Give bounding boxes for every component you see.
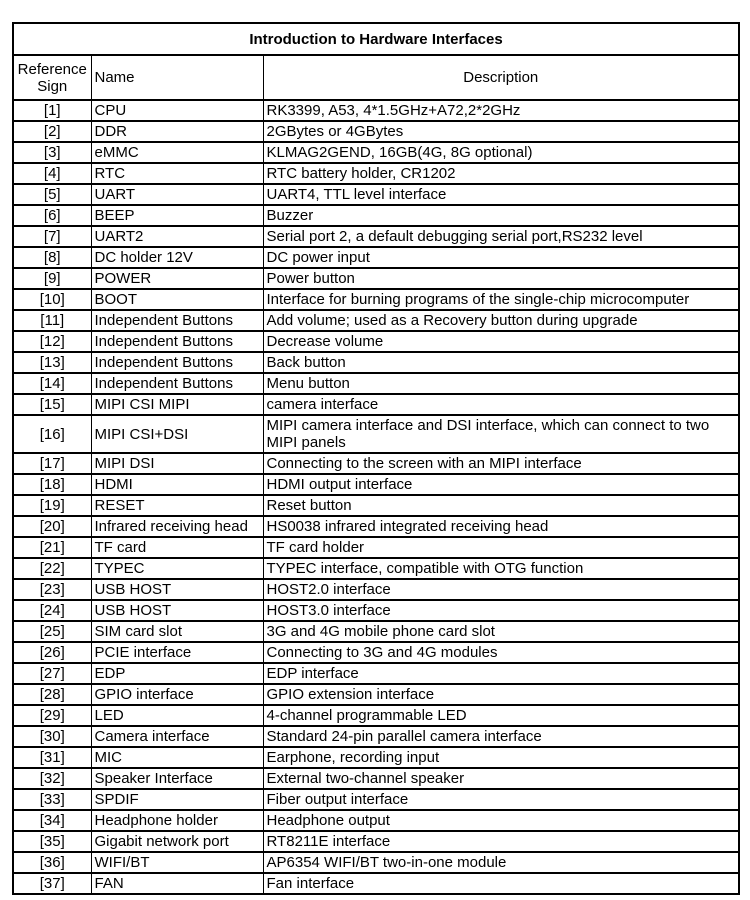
description-cell: HS0038 infrared integrated receiving head xyxy=(263,516,739,537)
description-cell: 4-channel programmable LED xyxy=(263,705,739,726)
reference-sign-cell: [10] xyxy=(13,289,91,310)
reference-sign-cell: [15] xyxy=(13,394,91,415)
description-cell: Buzzer xyxy=(263,205,739,226)
reference-sign-cell: [18] xyxy=(13,474,91,495)
description-cell: TYPEC interface, compatible with OTG function xyxy=(263,558,739,579)
table-row xyxy=(13,558,739,579)
name-cell: Infrared receiving head xyxy=(91,516,263,537)
table-row xyxy=(13,789,739,810)
name-cell: Independent Buttons xyxy=(91,331,263,352)
table-row xyxy=(13,810,739,831)
description-cell: EDP interface xyxy=(263,663,739,684)
reference-sign-cell: [13] xyxy=(13,352,91,373)
description-cell: Headphone output xyxy=(263,810,739,831)
description-cell: Add volume; used as a Recovery button during upgrade xyxy=(263,310,739,331)
description-cell: RTC battery holder, CR1202 xyxy=(263,163,739,184)
table-row xyxy=(13,184,739,205)
reference-sign-cell: [25] xyxy=(13,621,91,642)
table-row xyxy=(13,163,739,184)
reference-sign-cell: [30] xyxy=(13,726,91,747)
description-cell: Connecting to 3G and 4G modules xyxy=(263,642,739,663)
table-row xyxy=(13,726,739,747)
table-row xyxy=(13,495,739,516)
description-cell: HDMI output interface xyxy=(263,474,739,495)
column-header-reference-sign: Reference Sign xyxy=(13,55,91,100)
reference-sign-cell: [7] xyxy=(13,226,91,247)
table-row xyxy=(13,100,739,121)
table-row xyxy=(13,579,739,600)
table-row xyxy=(13,310,739,331)
name-cell: LED xyxy=(91,705,263,726)
reference-sign-cell: [3] xyxy=(13,142,91,163)
name-cell: GPIO interface xyxy=(91,684,263,705)
name-cell: UART xyxy=(91,184,263,205)
name-cell: CPU xyxy=(91,100,263,121)
description-cell: Standard 24-pin parallel camera interface xyxy=(263,726,739,747)
description-cell: Serial port 2, a default debugging serial port,RS232 level xyxy=(263,226,739,247)
table-row xyxy=(13,537,739,558)
description-cell: Connecting to the screen with an MIPI interface xyxy=(263,453,739,474)
table-row xyxy=(13,642,739,663)
table-row xyxy=(13,352,739,373)
name-cell: Independent Buttons xyxy=(91,373,263,394)
table-row xyxy=(13,373,739,394)
table-row xyxy=(13,268,739,289)
name-cell: Independent Buttons xyxy=(91,310,263,331)
description-cell: RT8211E interface xyxy=(263,831,739,852)
description-cell: Power button xyxy=(263,268,739,289)
name-cell: WIFI/BT xyxy=(91,852,263,873)
name-cell: eMMC xyxy=(91,142,263,163)
reference-sign-cell: [29] xyxy=(13,705,91,726)
description-cell: Fan interface xyxy=(263,873,739,894)
name-cell: TYPEC xyxy=(91,558,263,579)
description-cell: External two-channel speaker xyxy=(263,768,739,789)
reference-sign-cell: [31] xyxy=(13,747,91,768)
reference-sign-cell: [33] xyxy=(13,789,91,810)
table-row xyxy=(13,474,739,495)
description-cell: GPIO extension interface xyxy=(263,684,739,705)
reference-sign-cell: [26] xyxy=(13,642,91,663)
table-header-row xyxy=(13,55,739,100)
name-cell: USB HOST xyxy=(91,600,263,621)
reference-sign-cell: [16] xyxy=(13,415,91,453)
description-cell: TF card holder xyxy=(263,537,739,558)
reference-sign-cell: [28] xyxy=(13,684,91,705)
table-row xyxy=(13,394,739,415)
name-cell: Independent Buttons xyxy=(91,352,263,373)
reference-sign-cell: [19] xyxy=(13,495,91,516)
reference-sign-cell: [1] xyxy=(13,100,91,121)
name-cell: RESET xyxy=(91,495,263,516)
reference-sign-cell: [6] xyxy=(13,205,91,226)
name-cell: DDR xyxy=(91,121,263,142)
table-row xyxy=(13,600,739,621)
name-cell: MIPI DSI xyxy=(91,453,263,474)
reference-sign-cell: [36] xyxy=(13,852,91,873)
description-cell: Fiber output interface xyxy=(263,789,739,810)
description-cell: KLMAG2GEND, 16GB(4G, 8G optional) xyxy=(263,142,739,163)
table-title: Introduction to Hardware Interfaces xyxy=(13,23,739,55)
name-cell: MIC xyxy=(91,747,263,768)
name-cell: POWER xyxy=(91,268,263,289)
reference-sign-cell: [32] xyxy=(13,768,91,789)
description-cell: 3G and 4G mobile phone card slot xyxy=(263,621,739,642)
table-row xyxy=(13,453,739,474)
name-cell: EDP xyxy=(91,663,263,684)
table-row xyxy=(13,621,739,642)
description-cell: RK3399, A53, 4*1.5GHz+A72,2*2GHz xyxy=(263,100,739,121)
table-row xyxy=(13,684,739,705)
column-header-description: Description xyxy=(263,55,739,100)
name-cell: MIPI CSI MIPI xyxy=(91,394,263,415)
reference-sign-cell: [22] xyxy=(13,558,91,579)
table-row xyxy=(13,289,739,310)
name-cell: Headphone holder xyxy=(91,810,263,831)
table-row xyxy=(13,852,739,873)
name-cell: Gigabit network port xyxy=(91,831,263,852)
reference-sign-cell: [17] xyxy=(13,453,91,474)
reference-sign-cell: [9] xyxy=(13,268,91,289)
description-cell: HOST3.0 interface xyxy=(263,600,739,621)
name-cell: PCIE interface xyxy=(91,642,263,663)
description-cell: 2GBytes or 4GBytes xyxy=(263,121,739,142)
reference-sign-cell: [37] xyxy=(13,873,91,894)
name-cell: HDMI xyxy=(91,474,263,495)
table-row xyxy=(13,831,739,852)
name-cell: MIPI CSI+DSI xyxy=(91,415,263,453)
reference-sign-cell: [20] xyxy=(13,516,91,537)
description-cell: DC power input xyxy=(263,247,739,268)
reference-sign-cell: [8] xyxy=(13,247,91,268)
description-cell: camera interface xyxy=(263,394,739,415)
table-row xyxy=(13,331,739,352)
name-cell: DC holder 12V xyxy=(91,247,263,268)
description-cell: Decrease volume xyxy=(263,331,739,352)
table-row xyxy=(13,205,739,226)
reference-sign-cell: [14] xyxy=(13,373,91,394)
table-row xyxy=(13,747,739,768)
description-cell: Menu button xyxy=(263,373,739,394)
table-row xyxy=(13,226,739,247)
table-row xyxy=(13,768,739,789)
name-cell: TF card xyxy=(91,537,263,558)
hardware-interfaces-table xyxy=(12,22,740,895)
description-cell: Reset button xyxy=(263,495,739,516)
name-cell: SPDIF xyxy=(91,789,263,810)
reference-sign-cell: [21] xyxy=(13,537,91,558)
reference-sign-cell: [11] xyxy=(13,310,91,331)
name-cell: Speaker Interface xyxy=(91,768,263,789)
reference-sign-cell: [34] xyxy=(13,810,91,831)
reference-sign-cell: [2] xyxy=(13,121,91,142)
column-header-name: Name xyxy=(91,55,263,100)
table-row xyxy=(13,142,739,163)
table-row xyxy=(13,121,739,142)
description-cell: AP6354 WIFI/BT two-in-one module xyxy=(263,852,739,873)
description-cell: MIPI camera interface and DSI interface, which can connect to two MIPI panels xyxy=(263,415,739,453)
description-cell: UART4, TTL level interface xyxy=(263,184,739,205)
description-cell: Earphone, recording input xyxy=(263,747,739,768)
name-cell: UART2 xyxy=(91,226,263,247)
description-cell: HOST2.0 interface xyxy=(263,579,739,600)
reference-sign-cell: [24] xyxy=(13,600,91,621)
name-cell: FAN xyxy=(91,873,263,894)
reference-sign-cell: [27] xyxy=(13,663,91,684)
table-row xyxy=(13,247,739,268)
name-cell: Camera interface xyxy=(91,726,263,747)
reference-sign-cell: [4] xyxy=(13,163,91,184)
name-cell: BEEP xyxy=(91,205,263,226)
table-title-row xyxy=(13,23,739,55)
reference-sign-cell: [5] xyxy=(13,184,91,205)
description-cell: Interface for burning programs of the single-chip microcomputer xyxy=(263,289,739,310)
name-cell: USB HOST xyxy=(91,579,263,600)
name-cell: SIM card slot xyxy=(91,621,263,642)
table-row xyxy=(13,705,739,726)
table-row xyxy=(13,873,739,894)
description-cell: Back button xyxy=(263,352,739,373)
reference-sign-cell: [35] xyxy=(13,831,91,852)
name-cell: RTC xyxy=(91,163,263,184)
reference-sign-cell: [23] xyxy=(13,579,91,600)
reference-sign-cell: [12] xyxy=(13,331,91,352)
table-row xyxy=(13,516,739,537)
table-row xyxy=(13,415,739,453)
name-cell: BOOT xyxy=(91,289,263,310)
table-row xyxy=(13,663,739,684)
table-body xyxy=(13,100,739,894)
